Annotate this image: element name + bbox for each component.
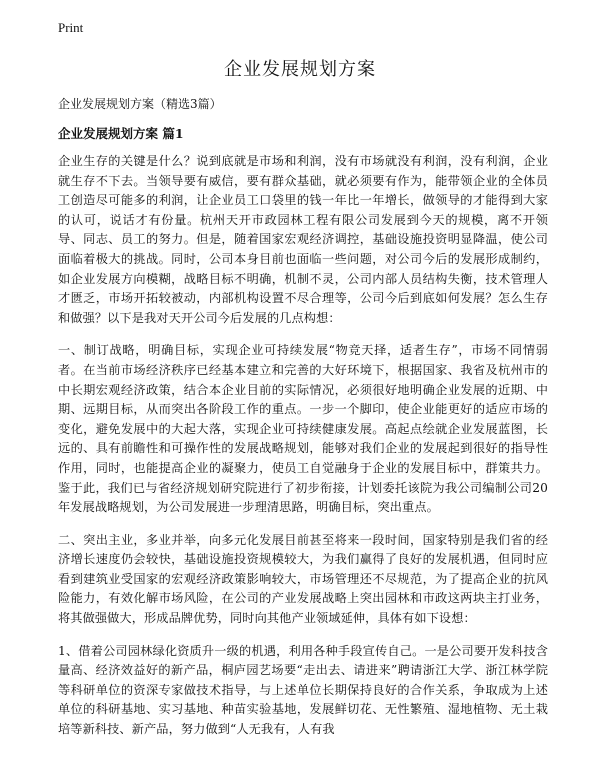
section-heading: 企业发展规划方案 篇1 (58, 126, 184, 141)
document-subtitle: 企业发展规划方案（精选3篇） (58, 97, 222, 111)
print-link[interactable]: Print (58, 20, 84, 35)
paragraph-main-business: 二、突出主业，多业并举，向多元化发展目前甚至将来一段时间，国家特别是我们省的经济增长速度仍会较快，基础设施投资规模较大，为我们赢得了良好的发展机遇，但同时应看到建筑业受国家的宏观经济政策影响较大，市场管理还不尽规范，为了提高企业的抗风险能力，有效化解市场风险，在公司的产业发展战略上突出园林和市政这两块主打业务，将其做强做大，形成品牌优势，同时向其他产业领域延伸，具体有如下设想： (58, 532, 548, 626)
article-body (58, 152, 548, 753)
paragraph-strategy: 一、制订战略，明确目标，实现企业可持续发展“物竞天择，适者生存”，市场不同情弱者。在当前市场经济秩序已经基本建立和完善的大好环境下，根据国家、我省及杭州市的中长期宏观经济政策，结合本企业目前的实际情况，必须很好地明确企业发展的近期、中期、远期目标，从而突出各阶段工作的重点。一步一个脚印，使企业能更好的适应市场的变化，避免发展中的大起大落，实现企业可持续健康发展。高起点绘就企业发展蓝图，长远的、具有前瞻性和可操作性的发展战略规划，能够对我们企业的发展起到很好的指导性作用，同时，也能提高企业的凝聚力，使员工自觉融身于企业的发展目标中，群策共力。鉴于此，我们已与省经济规划研究院进行了初步衔接，计划委托该院为我公司编制公司20年发展战略规划，为公司发展进一步理清思路，明确目标，突出重点。 (58, 343, 548, 515)
paragraph-intro: 企业生存的关键是什么？说到底就是市场和利润，没有市场就没有利润，没有利润，企业就生存不下去。当领导要有威信，要有群众基础，就必须要有作为，能带领企业的全体员工创造尽可能多的利润，让企业员工口袋里的钱一年比一年增长，做领导的才能得到大家的认可，说话才有份量。杭州天开市政园林工程有限公司发展到今天的规模，离不开领导、同志、员工的努力。但是，随着国家宏观经济调控，基础设施投资明显降温，使公司面临着极大的挑战。同时，公司本身目前也面临一些问题，对公司今后的发展形成制约，如企业发展方向模糊，战略目标不明确，机制不灵，公司内部人员结构失衡，技术管理人才匮乏，市场开拓较被动，内部机构设置不尽合理等，公司今后到底如何发展？怎么生存和做强？以下是我对天开公司今后发展的几点构想： (58, 154, 548, 325)
page-title: 企业发展规划方案 (224, 59, 376, 80)
paragraph-landscaping: 1、借着公司园林绿化资质升一级的机遇，利用各种手段宣传自己。一是公司要开发科技含量高、经济效益好的新产品，桐庐园艺场要“走出去、请进来”聘请浙江大学、浙江林学院等科研单位的资深专家做技术指导，与上述单位长期保持良好的合作关系，争取成为上述单位的科研基地、实习基地、种苗实验基地，发展鲜切花、无性繁殖、湿地植物、无土栽培等新科技、新产品，努力做到“人无我有，人有我 (58, 643, 548, 737)
